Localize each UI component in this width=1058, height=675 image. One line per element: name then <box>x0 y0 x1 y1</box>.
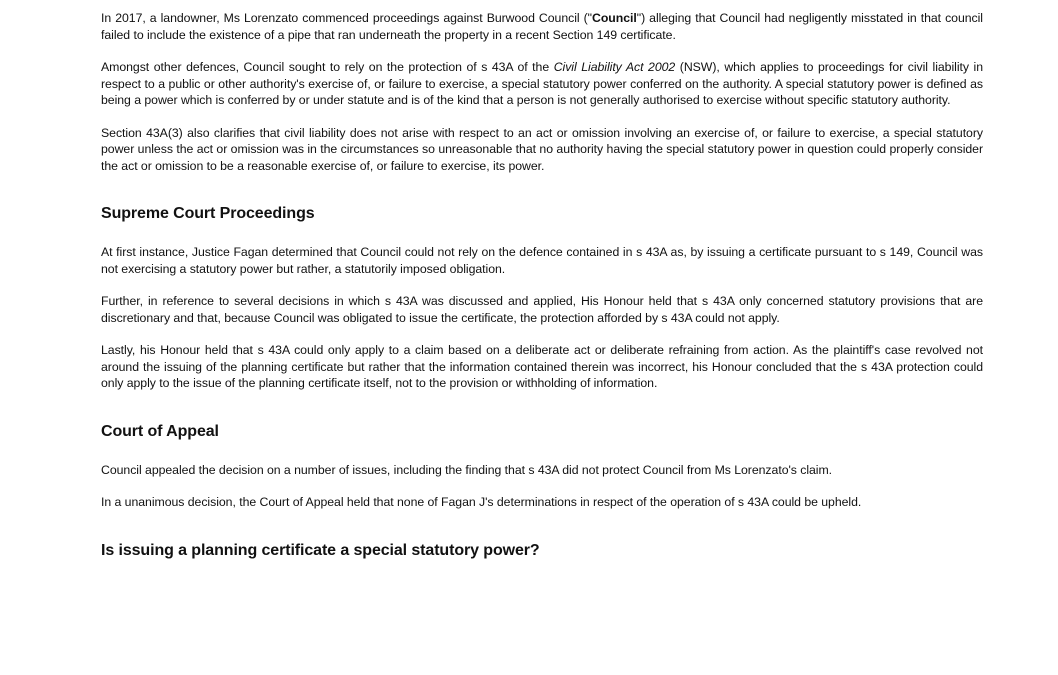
paragraph-lastly: Lastly, his Honour held that s 43A could only apply to a claim based on a deliberate act or deliberate refraining from action. As the plaintiff's case revolved not around the issuing of the planning certificate but rather that the information contained therein was incorrect, his Honour concluded that the s 43A protection could only apply to the issue of the planning certificate itself, not to the provision or withholding of information. <box>101 343 983 390</box>
heading-planning-certificate: Is issuing a planning certificate a special statutory power? <box>101 541 540 559</box>
paragraph-text: ") alleging that Council had negligently misstated in that council failed to include the existence of a pipe that ran underneath the property in a recent Section 149 certificate. <box>101 11 983 42</box>
paragraph-defences <box>101 59 983 109</box>
paragraph-text: (NSW), which applies to proceedings for civil liability in respect to a public or other authority's exercise of, or failure to exercise, a special statutory power conferred on the authority. A special statutory power is defined as being a power which is conferred by or under statute and is of the kind that a person is not generally authorised to exercise without specific statutory authority. <box>101 60 984 107</box>
paragraph-text: Amongst other defences, Council sought to rely on the protection of s 43A of the <box>101 60 554 74</box>
document-body <box>101 10 983 561</box>
paragraph-section-43a3: Section 43A(3) also clarifies that civil liability does not arise with respect to an act or omission involving an exercise of, or failure to exercise, a special statutory power unless the act or omission was in the circumstances so unreasonable that no authority having the special statutory power in question could properly consider the act or omission to be a reasonable exercise of, or failure to exercise, its power. <box>101 125 983 173</box>
paragraph-text: In 2017, a landowner, Ms Lorenzato commenced proceedings against Burwood Council (" <box>101 11 592 25</box>
paragraph-unanimous: In a unanimous decision, the Court of Appeal held that none of Fagan J's determinations in respect of the operation of s 43A could be upheld. <box>101 495 862 509</box>
paragraph-intro <box>101 10 983 43</box>
italic-act-title: Civil Liability Act 2002 <box>553 60 676 74</box>
bold-term-council: Council <box>592 11 637 25</box>
heading-court-of-appeal: Court of Appeal <box>101 422 219 440</box>
paragraph-first-instance: At first instance, Justice Fagan determined that Council could not rely on the defence contained in s 43A as, by issuing a certificate pursuant to s 149, Council was not exercising a statutory power but rather, a statutorily imposed obligation. <box>101 245 983 276</box>
paragraph-appeal: Council appealed the decision on a number of issues, including the finding that s 43A did not protect Council from Ms Lorenzato's claim. <box>101 462 833 477</box>
heading-supreme-court: Supreme Court Proceedings <box>101 205 315 222</box>
paragraph-further: Further, in reference to several decisions in which s 43A was discussed and applied, His Honour held that s 43A only concerned statutory provisions that are discretionary and that, because Council was obligated to issue the certificate, the protection afforded by s 43A could not apply. <box>101 294 983 325</box>
